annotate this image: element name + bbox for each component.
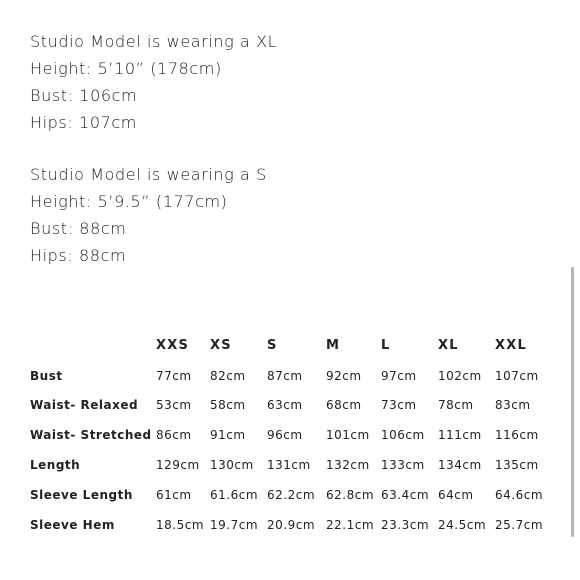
size-header-m: M [326,338,341,354]
table-row [30,480,545,510]
model-info-s [30,161,267,269]
table-cell: 24.5cm [438,517,487,532]
table-row [30,510,545,540]
table-cell: 92cm [326,368,362,383]
table-row [30,391,545,421]
row-label-sleeve-length: Sleeve Length [30,487,133,502]
row-label-bust: Bust [30,368,63,383]
model-bust-text: Bust: 106cm [30,86,138,105]
model-bust-text: Bust: 88cm [30,219,127,238]
table-cell: 63.4cm [381,487,430,502]
table-row [30,361,545,391]
model-height-text: Height: 5’9.5” (177cm) [30,192,228,211]
table-cell: 97cm [381,368,417,383]
size-header-blank [30,331,156,361]
table-cell: 135cm [495,458,539,473]
table-cell: 64cm [438,487,474,502]
table-cell: 64.6cm [495,487,544,502]
table-cell: 58cm [210,398,246,413]
table-cell: 131cm [267,458,311,473]
table-cell: 61cm [156,487,192,502]
table-row [30,420,545,450]
model-info-xl [30,28,277,136]
model-wearing-text: Studio Model is wearing a XL [30,32,278,51]
table-cell: 86cm [156,428,192,443]
table-cell: 22.1cm [326,517,375,532]
table-cell: 68cm [326,398,362,413]
row-label-sleeve-hem: Sleeve Hem [30,517,115,532]
table-cell: 53cm [156,398,192,413]
table-cell: 102cm [438,368,482,383]
size-chart-table [30,331,545,540]
model-height-text: Height: 5’10” (178cm) [30,59,222,78]
row-label-waist-stretched: Waist- Stretched [30,428,152,443]
table-cell: 62.8cm [326,487,375,502]
table-cell: 134cm [438,458,482,473]
size-header-l: L [381,338,391,354]
model-hips-text: Hips: 107cm [30,113,137,132]
row-label-waist-relaxed: Waist- Relaxed [30,398,139,413]
size-header-s: S [267,338,278,354]
size-header-xxs: XXS [156,338,190,354]
table-cell: 18.5cm [156,517,205,532]
table-cell: 101cm [326,428,370,443]
table-cell: 20.9cm [267,517,316,532]
table-cell: 25.7cm [495,517,544,532]
table-row [30,450,545,480]
table-cell: 96cm [267,428,303,443]
model-wearing-text: Studio Model is wearing a S [30,165,267,184]
table-cell: 77cm [156,368,192,383]
scrollbar-thumb[interactable] [571,267,574,537]
table-cell: 61.6cm [210,487,259,502]
row-label-length: Length [30,458,81,473]
table-cell: 116cm [495,428,539,443]
size-header-row [30,331,545,361]
size-header-xxl: XXL [495,338,527,354]
table-cell: 91cm [210,428,246,443]
size-header-xl: XL [438,338,459,354]
table-cell: 132cm [326,458,370,473]
table-cell: 63cm [267,398,303,413]
table-cell: 111cm [438,428,482,443]
table-cell: 82cm [210,368,246,383]
table-cell: 23.3cm [381,517,430,532]
size-header-xs: XS [210,338,232,354]
table-cell: 19.7cm [210,517,259,532]
model-hips-text: Hips: 88cm [30,246,127,265]
table-cell: 133cm [381,458,425,473]
table-cell: 62.2cm [267,487,316,502]
table-cell: 83cm [495,398,531,413]
table-cell: 107cm [495,368,539,383]
table-cell: 73cm [381,398,417,413]
table-cell: 130cm [210,458,254,473]
table-cell: 106cm [381,428,425,443]
table-cell: 87cm [267,368,303,383]
table-cell: 78cm [438,398,474,413]
table-cell: 129cm [156,458,200,473]
